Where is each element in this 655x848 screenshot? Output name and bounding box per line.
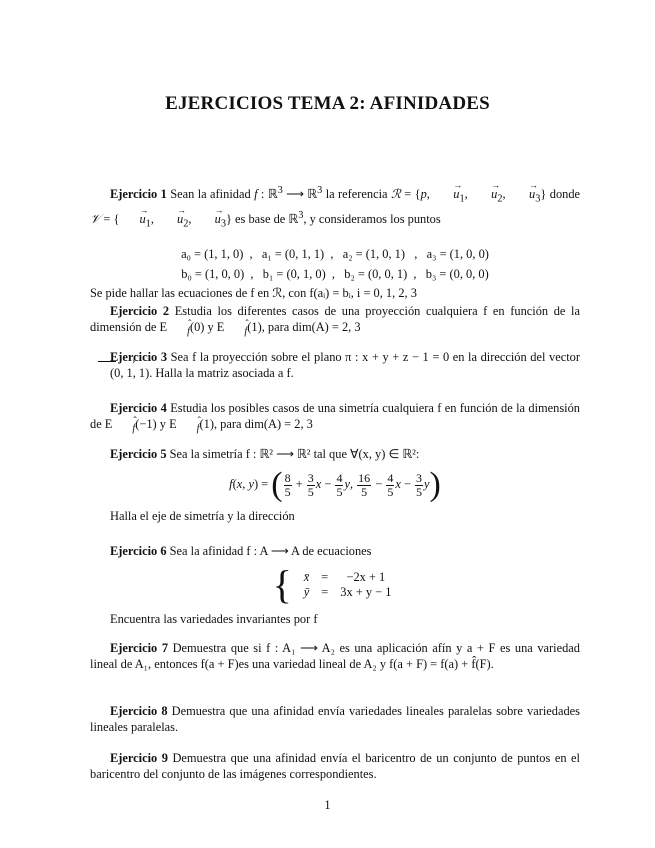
exercise-4-statement: Ejercicio 4 Estudia los posibles casos de una simetría cualquiera f en función de la dimensión de Eˆ $_f$(−1) y Eˆ $_f$(1), para dim(A) = 2, 3 bbox=[90, 400, 580, 437]
points-b-row: b₀ = (1, 0, 0) , b₁ = (0, 1, 0) , b₂ = (0, 0, 1) , b₃ = (0, 0, 0) bbox=[181, 267, 489, 282]
affinity-system: { x̄ = −2x + 1 ȳ = 3x + y − 1 bbox=[272, 562, 392, 607]
exercise-2-statement: Ejercicio 2 Estudia los diferentes casos de una proyección cualquiera f en función de la dimensión de Eˆ $_f$(0) y Eˆ $_f$(1), para dim(A) = 2, 3 bbox=[90, 303, 580, 340]
exercise-9 bbox=[90, 750, 580, 782]
exercise-6-closing: Encuentra las variedades invariantes por f bbox=[110, 612, 318, 626]
exercise-5-statement: Ejercicio 5 Sea la simetría f : ℝ² ⟶ ℝ² tal que ∀(x, y) ∈ ℝ²: bbox=[110, 447, 420, 461]
exercise-8-label: Ejercicio 8 bbox=[110, 704, 168, 718]
exercise-8 bbox=[90, 703, 580, 735]
exercise-8-statement: Ejercicio 8 Demuestra que una afinidad envía variedades lineales paralelas sobre variedades lineales paralelas. bbox=[90, 704, 580, 734]
exercise-2-label: Ejercicio 2 bbox=[110, 304, 170, 318]
page-number: 1 bbox=[324, 798, 331, 812]
exercise-1 bbox=[90, 183, 580, 301]
exercise-1-statement: Ejercicio 1 Sean la afinidad f : ℝ$^3$ ⟶ ℝ$^3$ la referencia ℛ = {p, → $u_1$, → $u_2$, → $u_3$} donde 𝒱 = {→ $u_1$, → $u_2$, → $u_3$} es base de ℝ$^3$, y consideramos los puntos bbox=[90, 183, 580, 232]
exercise-3-statement: Ejercicio 3 Sea f la proyección sobre el plano π : x + y + z − 1 = 0 en la dirección del vector (0, 1, 1). Halla la matriz asociada a f. › bbox=[90, 349, 580, 381]
exercise-7-statement: Ejercicio 7 Demuestra que si f : A₁ ⟶ A₂ es una aplicación afín y a + F es una variedad lineal de A₁, entonces f(a + F)es una variedad lineal de A₂ y f(a + F) = f(a) + f̂(F). bbox=[90, 641, 580, 671]
exercise-2 bbox=[90, 303, 580, 340]
exercise-7-label: Ejercicio 7 bbox=[110, 641, 169, 655]
exercise-5-label: Ejercicio 5 bbox=[110, 447, 167, 461]
exercise-4 bbox=[90, 400, 580, 437]
exercise-6 bbox=[90, 543, 580, 627]
exercise-3-label: Ejercicio 3 bbox=[110, 350, 168, 364]
exercise-1-label: Ejercicio 1 bbox=[110, 187, 167, 202]
exercise-5 bbox=[90, 446, 580, 524]
exercise-6-statement: Ejercicio 6 Sea la afinidad f : A ⟶ A de ecuaciones bbox=[110, 544, 372, 558]
points-a-row: a₀ = (1, 1, 0) , a₁ = (0, 1, 1) , a₂ = (1, 0, 1) , a₃ = (1, 0, 0) bbox=[181, 247, 489, 262]
exercise-4-label: Ejercicio 4 bbox=[110, 401, 167, 415]
document-title: EJERCICIOS TEMA 2: AFINIDADES bbox=[165, 93, 490, 114]
exercise-9-statement: Ejercicio 9 Demuestra que una afinidad envía el baricentro de un conjunto de puntos en el baricentro del conjunto de las imágenes correspondientes. bbox=[90, 751, 580, 781]
symmetry-equation: f(x, y) = ( $\frac{8}{5}$ + $\frac{3}{5}$ x − $\frac{4}{5}$ y, $\frac{16}{5}$ − $\frac{4}{5}$ x − $\frac{3}{5}$ y) bbox=[229, 466, 441, 503]
exercise-6-label: Ejercicio 6 bbox=[110, 544, 167, 558]
exercise-9-label: Ejercicio 9 bbox=[110, 751, 168, 765]
exercise-3 bbox=[90, 349, 580, 381]
exercise-5-closing: Halla el eje de simetría y la dirección bbox=[110, 509, 295, 523]
exercise-7 bbox=[90, 640, 580, 672]
exercise-1-closing: Se pide hallar las ecuaciones de f en ℛ, con f(aᵢ) = bᵢ, i = 0, 1, 2, 3 bbox=[90, 286, 417, 301]
